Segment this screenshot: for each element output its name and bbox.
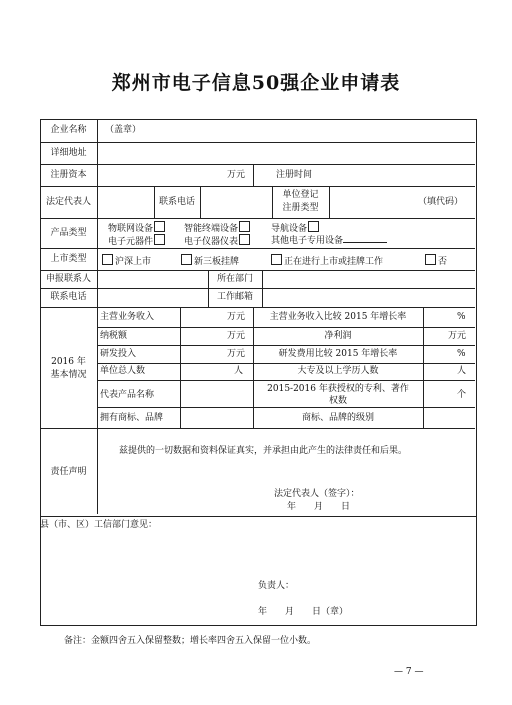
form-title: 郑州市电子信息50强企业申请表 [111,72,401,94]
rd-unit: 万元 [227,349,246,359]
footnote: 备注：金额四舍五入保留整数；增长率四舍五入保留一位小数。 [64,636,317,646]
basic-info-label-1: 2016 年 [51,357,86,367]
revenue-growth-label: 主营业务收入比较 2015 年增长率 [269,312,407,322]
tax-unit: 万元 [227,331,246,341]
option-navigation[interactable]: 导航设备 [271,221,321,235]
college-staff-label: 大专及以上学历人数 [297,366,379,376]
phone-label: 联系电话 [50,292,87,302]
option-new-third-board[interactable]: 新三板挂牌 [180,254,239,268]
checkbox-iot[interactable] [154,221,165,232]
declaration-label: 责任声明 [50,467,87,477]
option-components[interactable]: 电子元器件 [108,234,167,248]
capital-unit: 万元 [227,170,246,180]
revenue-growth-unit: % [457,312,466,322]
representative-products-label: 代表产品名称 [100,390,155,400]
stamp-hint: （盖章） [105,125,142,135]
trademark-label: 拥有商标、品牌 [100,413,164,423]
checkbox-listed[interactable] [102,254,113,265]
rd-investment-label: 研发投入 [100,349,137,359]
college-staff-unit: 人 [457,366,467,376]
legal-rep-signature: 法定代表人（签字）： [274,489,360,499]
trademark-level-label: 商标、品牌的级别 [301,413,374,423]
option-shanghai-shenzhen[interactable]: 沪深上市 [101,254,151,268]
fill-code-hint: （填代码） [418,197,464,207]
address-label: 详细地址 [50,148,87,158]
total-staff-label: 单位总人数 [100,366,146,376]
company-name-label: 企业名称 [50,125,87,135]
registration-time-label: 注册时间 [276,170,313,180]
registered-capital-label: 注册资本 [50,170,87,180]
registration-type-label-1: 单位登记 [282,190,319,200]
registration-type-label-2: 注册类型 [282,203,319,213]
checkbox-in-progress[interactable] [271,254,282,265]
checkbox-navigation[interactable] [308,221,319,232]
product-type-label: 产品类型 [50,228,87,238]
responsible-person-label: 负责人： [258,581,295,591]
checkbox-nq[interactable] [181,254,192,265]
checkbox-instruments[interactable] [239,234,250,245]
option-instruments[interactable]: 电子仪器仪表 [184,234,252,248]
legal-representative-label: 法定代表人 [45,197,91,207]
patents-label-2: 权数 [328,396,347,406]
rd-growth-unit: % [457,349,466,359]
patents-unit: 个 [457,390,467,400]
listing-type-label: 上市类型 [50,254,87,264]
checkbox-smart-terminal[interactable] [239,221,250,232]
main-revenue-label: 主营业务收入 [100,312,155,322]
declaration-text: 兹提供的一切数据和资料保证真实，并承担由此产生的法律责任和后果。 [119,446,408,456]
contact-phone-label: 联系电话 [158,197,195,207]
tax-label: 纳税额 [100,331,128,341]
department-label: 所在部门 [216,274,253,284]
option-no[interactable]: 否 [424,254,447,268]
checkbox-no[interactable] [425,254,436,265]
county-opinion-label: 县（市、区）工信部门意见： [40,520,158,530]
email-label: 工作邮箱 [216,292,253,302]
other-equipment-blank[interactable] [343,234,387,243]
patents-label-1: 2015-2016 年获授权的专利、著作 [267,384,409,394]
revenue-unit: 万元 [227,312,246,322]
net-profit-label: 净利润 [324,331,352,341]
declaration-date: 年 月 日 [287,502,351,512]
option-other-equipment[interactable]: 其他电子专用设备 [271,234,387,247]
basic-info-label-2: 基本情况 [50,370,87,380]
county-date-stamp: 年 月 日（章） [258,607,349,617]
rd-growth-label: 研发费用比较 2015 年增长率 [278,349,398,359]
option-in-progress[interactable]: 正在进行上市或挂牌工作 [270,254,383,268]
staff-unit: 人 [234,366,244,376]
page-number: — 7 — [394,667,424,677]
net-profit-unit: 万元 [448,331,467,341]
option-smart-terminal[interactable]: 智能终端设备 [184,221,252,235]
option-iot[interactable]: 物联网设备 [108,221,167,235]
checkbox-components[interactable] [154,234,165,245]
applicant-label: 申报联系人 [45,274,91,284]
